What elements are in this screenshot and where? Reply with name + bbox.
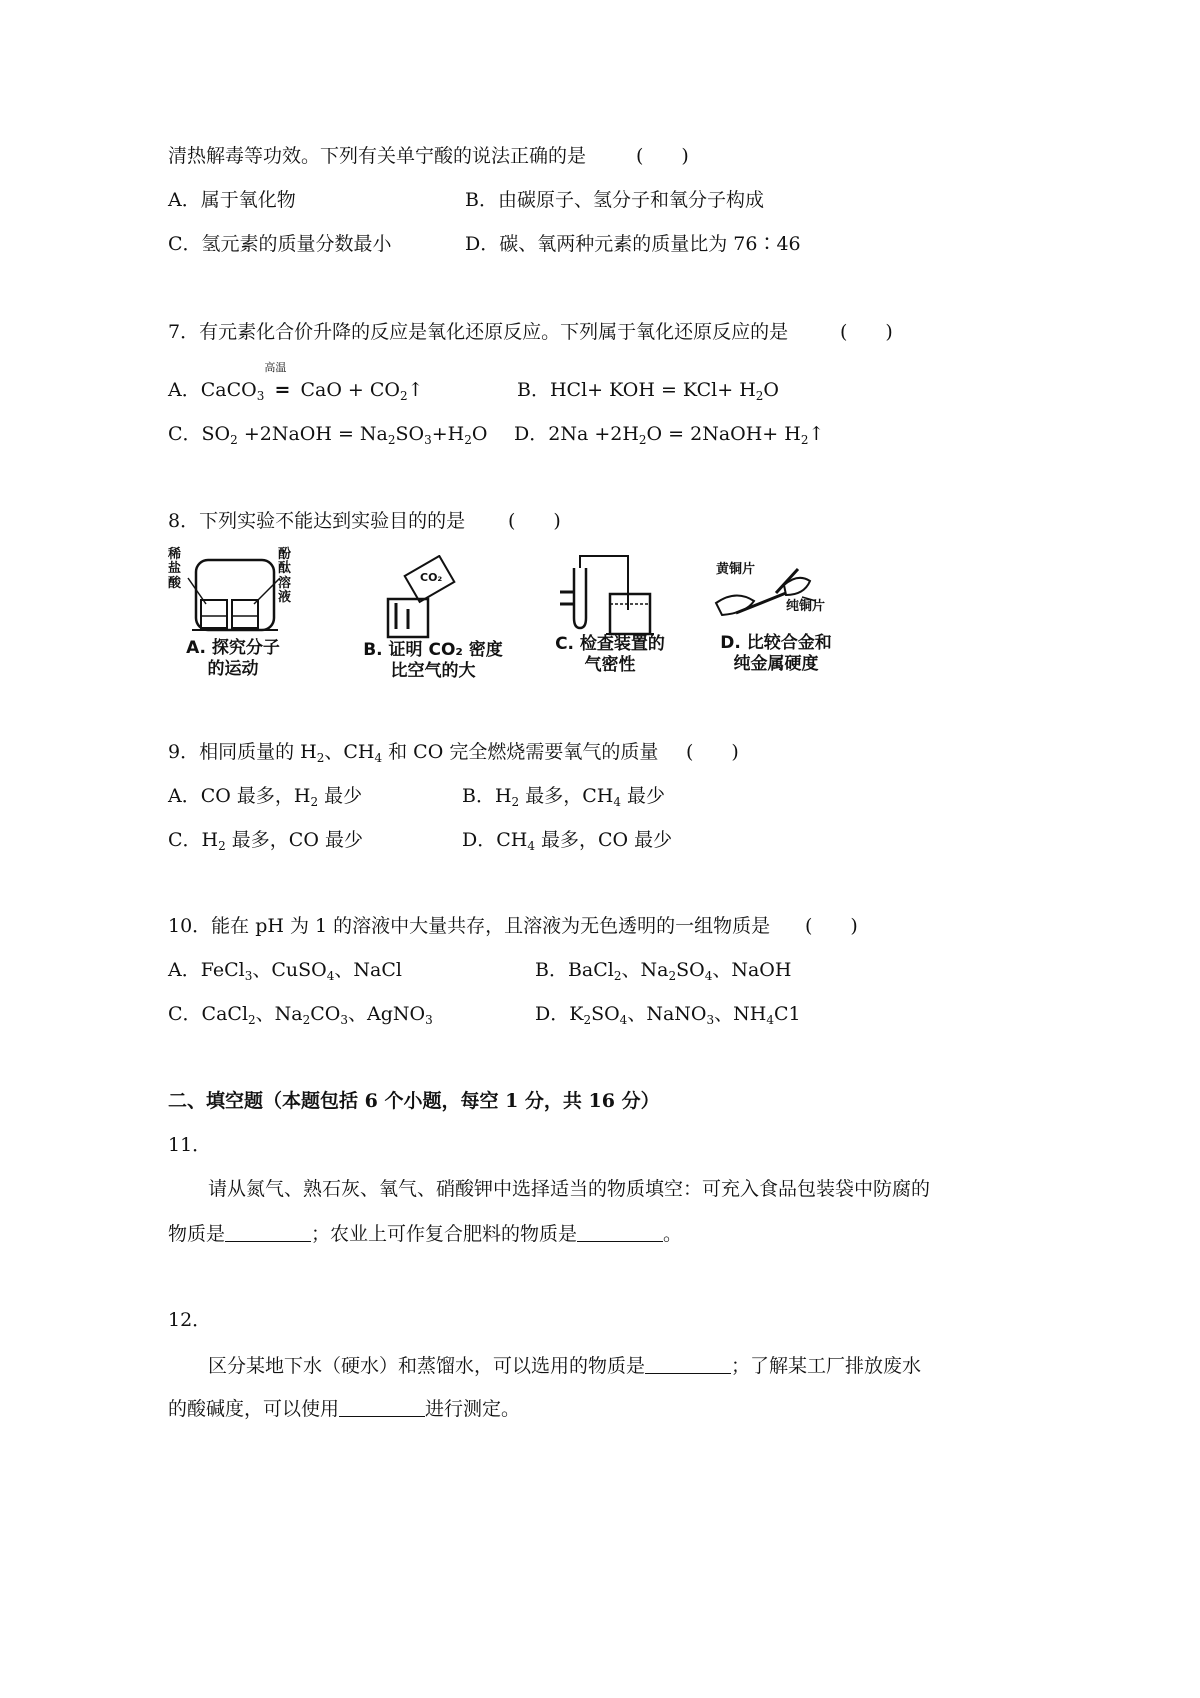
figure-d-top-label: 黄铜片 xyxy=(716,562,756,577)
q7-option-b: B．HCl+ KOH = $KCl+ H_2O$ xyxy=(517,379,779,403)
q9-option-c: C．$H_2$ 最多，CO 最少 xyxy=(168,829,363,853)
experiment-figure-a xyxy=(168,548,298,688)
answer-blank[interactable] xyxy=(645,1355,731,1374)
q9-stem: 9．相同质量的 $H_2$、$CH_4$ 和 CO 完全燃烧需要氧气的质量 xyxy=(168,741,659,765)
figure-d-right-label: 纯铜片 xyxy=(786,599,826,614)
q10-option-a: A．FeCl$_3$、CuSO$_4$、NaCl xyxy=(168,959,402,983)
q11-number: 11． xyxy=(168,1134,212,1156)
q10-option-d: D．$K_2SO_4$、NaNO$_3$、$NH_4C1$ xyxy=(535,1003,801,1027)
q7-option-c: C．$SO_2$ +2NaOH = $Na_2SO_3+H_2O$ xyxy=(168,423,488,447)
figure-d-caption: D. 比较合金和 纯金属硬度 xyxy=(720,633,832,675)
q7-stem: 7．有元素化合价升降的反应是氧化还原反应。下列属于氧化还原反应的是 xyxy=(168,321,789,343)
q12-number: 12． xyxy=(168,1309,212,1331)
q9-answer-paren: ( ) xyxy=(686,741,739,763)
q8-answer-paren: ( ) xyxy=(508,510,561,532)
q10-answer-paren: ( ) xyxy=(805,915,858,937)
q6-option-b: B．由碳原子、氢分子和氧分子构成 xyxy=(465,189,764,211)
gas-arrow-icon: ↑ xyxy=(808,423,825,445)
q8-stem: 8．下列实验不能达到实验目的的是 xyxy=(168,510,466,532)
q7-option-d: D．$2Na +2H_2O$ = 2NaOH+ $H_2↑$ xyxy=(514,423,825,447)
q7-answer-paren: ( ) xyxy=(840,321,893,343)
figure-a-left-label: 稀盐酸 xyxy=(168,547,182,591)
q6-option-a: A．属于氧化物 xyxy=(168,189,296,211)
figure-a-right-label: 酚酞溶液 xyxy=(278,547,292,605)
q6-answer-paren: ( ) xyxy=(636,145,689,167)
experiment-figure-b xyxy=(358,555,508,690)
figure-b-gas-label: CO₂ xyxy=(420,571,443,584)
answer-blank[interactable] xyxy=(577,1223,663,1242)
q11-line2: 物质是 ；农业上可作复合肥料的物质是 。 xyxy=(168,1223,683,1245)
q10-stem: 10．能在 pH 为 1 的溶液中大量共存，且溶液为无色透明的一组物质是 xyxy=(168,915,771,937)
section-heading: 二、填空题（本题包括 6 个小题，每空 1 分，共 16 分） xyxy=(168,1090,660,1112)
q6-stem-tail: 清热解毒等功效。下列有关单宁酸的说法正确的是 xyxy=(168,145,587,167)
reaction-condition: 高温 xyxy=(264,361,287,374)
q6-option-d: D．碳、氧两种元素的质量比为 76∶46 xyxy=(465,233,801,255)
airtight-check-icon xyxy=(540,548,680,640)
q9-option-d: D．$CH_4$ 最多，CO 最少 xyxy=(462,829,673,853)
figure-b-caption: B. 证明 CO₂ 密度 比空气的大 xyxy=(363,640,503,682)
q12-line1: 区分某地下水（硬水）和蒸馏水，可以选用的物质是 ；了解某工厂排放废水 xyxy=(208,1355,922,1377)
q9-option-a: A．CO 最多，$H_2$ 最少 xyxy=(168,785,363,809)
q6-option-c: C．氢元素的质量分数最小 xyxy=(168,233,392,255)
q7-option-a: A．CaCO$_3$ 高温 = CaO + $CO_2↑$ xyxy=(168,361,424,403)
experiment-figure-d xyxy=(706,555,846,690)
q11-line1: 请从氮气、熟石灰、氧气、硝酸钾中选择适当的物质填空：可充入食品包装袋中防腐的 xyxy=(208,1178,931,1200)
answer-blank[interactable] xyxy=(339,1398,425,1417)
experiment-figure-c xyxy=(540,548,680,690)
figure-c-caption: C. 检查装置的 气密性 xyxy=(555,634,665,676)
answer-blank[interactable] xyxy=(225,1223,311,1242)
q12-line2: 的酸碱度，可以使用 进行测定。 xyxy=(168,1398,521,1420)
pouring-gas-icon xyxy=(358,555,508,640)
gas-arrow-icon: ↑ xyxy=(407,379,424,401)
figure-a-caption: A. 探究分子 的运动 xyxy=(186,638,280,680)
q10-option-b: B．BaCl$_2$、$Na_2SO_4$、NaOH xyxy=(535,959,792,983)
q9-option-b: B．$H_2$ 最多，$CH_4$ 最少 xyxy=(462,785,666,809)
q10-option-c: C．CaCl$_2$、$Na_2CO_3$、AgNO$_3$ xyxy=(168,1003,433,1027)
